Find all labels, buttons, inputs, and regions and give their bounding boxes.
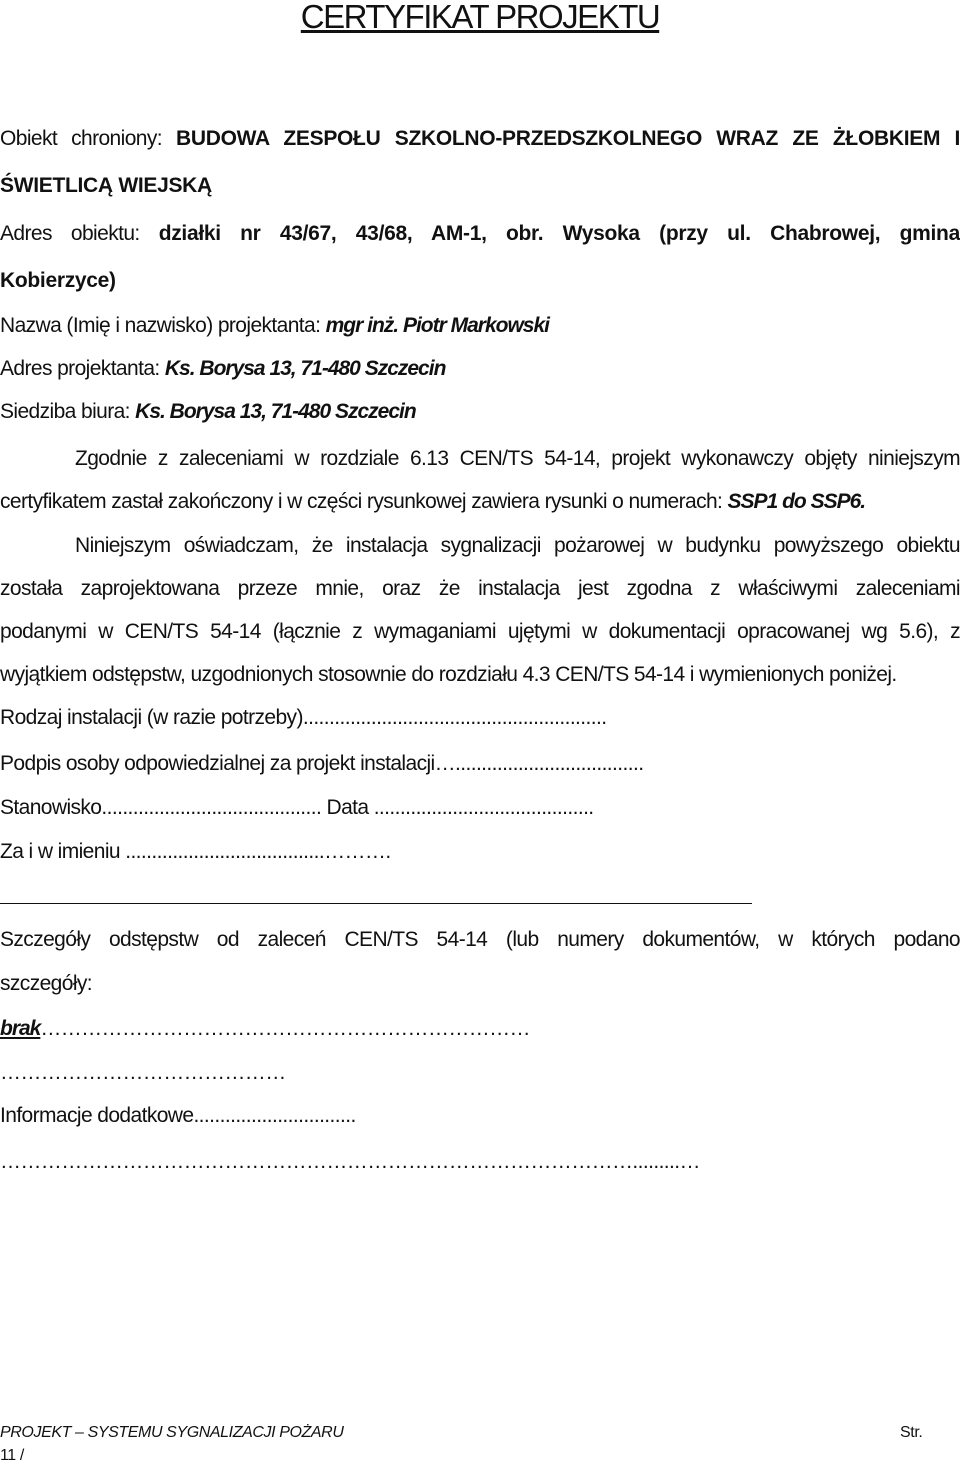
on-behalf-field: Za i w imieniu ......................................………. (0, 840, 391, 863)
footer-project: PROJEKT – SYSTEMU SYGNALIZACJI POŻARU (0, 1424, 344, 1441)
address-value-line-2: Kobierzyce) (0, 269, 116, 292)
designer-name-value: mgr inż. Piotr Markowski (325, 314, 549, 337)
designer-address-value: Ks. Borysa 13, 71-480 Szczecin (164, 357, 446, 380)
office-value: Ks. Borysa 13, 71-480 Szczecin (135, 400, 416, 423)
address-value-line-1: działki nr 43/67, 43/68, AM-1, obr. Wysoka (przy ul. Chabrowej, gmina (158, 222, 960, 245)
deviations-line-4: …………………………………… (0, 1061, 286, 1084)
office-label: Siedziba biura: (0, 400, 130, 423)
object-value-line-1: BUDOWA ZESPOŁU SZKOLNO-PRZEDSZKOLNEGO WRAZ ZE ŻŁOBKIEM I (176, 127, 960, 150)
footer-page-number: 11 / (0, 1447, 24, 1464)
address-line-1 (0, 223, 960, 244)
designer-address-label: Adres projektanta: (0, 357, 160, 380)
install-type-field: Rodzaj instalacji (w razie potrzeby).......................................................... (0, 706, 607, 729)
footer-page-label: Str. (900, 1424, 923, 1441)
deviations-line-1: Szczegóły odstępstw od zaleceń CEN/TS 54-14 (lub numery dokumentów, w których podano (0, 928, 960, 951)
object-value-line-2: ŚWIETLICĄ WIEJSKĄ (0, 174, 212, 197)
deviations-value: brak (0, 1017, 41, 1040)
para2-line-2: została zaprojektowana przeze mnie, oraz że instalacja jest zgodna z właściwymi zaleceniami (0, 577, 960, 600)
signature-field: Podpis osoby odpowiedzialnej za projekt instalacji….................................... (0, 752, 644, 775)
deviations-value-dots: ……………………………………………………………… (40, 1017, 530, 1040)
designer-name-label: Nazwa (Imię i nazwisko) projektanta: (0, 314, 321, 337)
address-label: Adres obiektu: (0, 222, 140, 245)
para1-line-2 (0, 491, 865, 512)
object-line-1 (0, 128, 960, 149)
deviations-line-2: szczegóły: (0, 972, 93, 995)
additional-info-dots: ………………………………………………………………………………….........… (0, 1150, 700, 1173)
additional-info-label: Informacje dodatkowe............................... (0, 1104, 356, 1127)
para2-line-1: Niniejszym oświadczam, że instalacja sygnalizacji pożarowej w budynku powyższego obiektu (75, 534, 960, 557)
para1-line-2-text: certyfikatem zastał zakończony i w części rysunkowej zawiera rysunki o numerach: (0, 490, 723, 513)
position-date-line (0, 797, 594, 818)
date-field: Data .......................................... (326, 796, 594, 819)
separator-line (0, 903, 752, 904)
page-title: CERTYFIKAT PROJEKTU (300, 0, 660, 35)
designer-address-line (0, 358, 445, 379)
para1-line-1: Zgodnie z zaleceniami w rozdziale 6.13 CEN/TS 54-14, projekt wykonawczy objęty niniejszym (75, 447, 960, 470)
office-line (0, 401, 416, 422)
designer-name-line (0, 315, 549, 336)
para2-line-3: podanymi w CEN/TS 54-14 (łącznie z wymaganiami ujętymi w dokumentacji opracowanej wg 5.6), z (0, 620, 960, 643)
drawing-numbers: SSP1 do SSP6. (727, 490, 866, 513)
para2-line-4: wyjątkiem odstępstw, uzgodnionych stosownie do rozdziału 4.3 CEN/TS 54-14 i wymienionych poniżej. (0, 663, 897, 686)
deviations-value-line (0, 1018, 530, 1039)
position-field: Stanowisko.......................................... (0, 796, 322, 819)
object-label: Obiekt chroniony: (0, 127, 162, 150)
